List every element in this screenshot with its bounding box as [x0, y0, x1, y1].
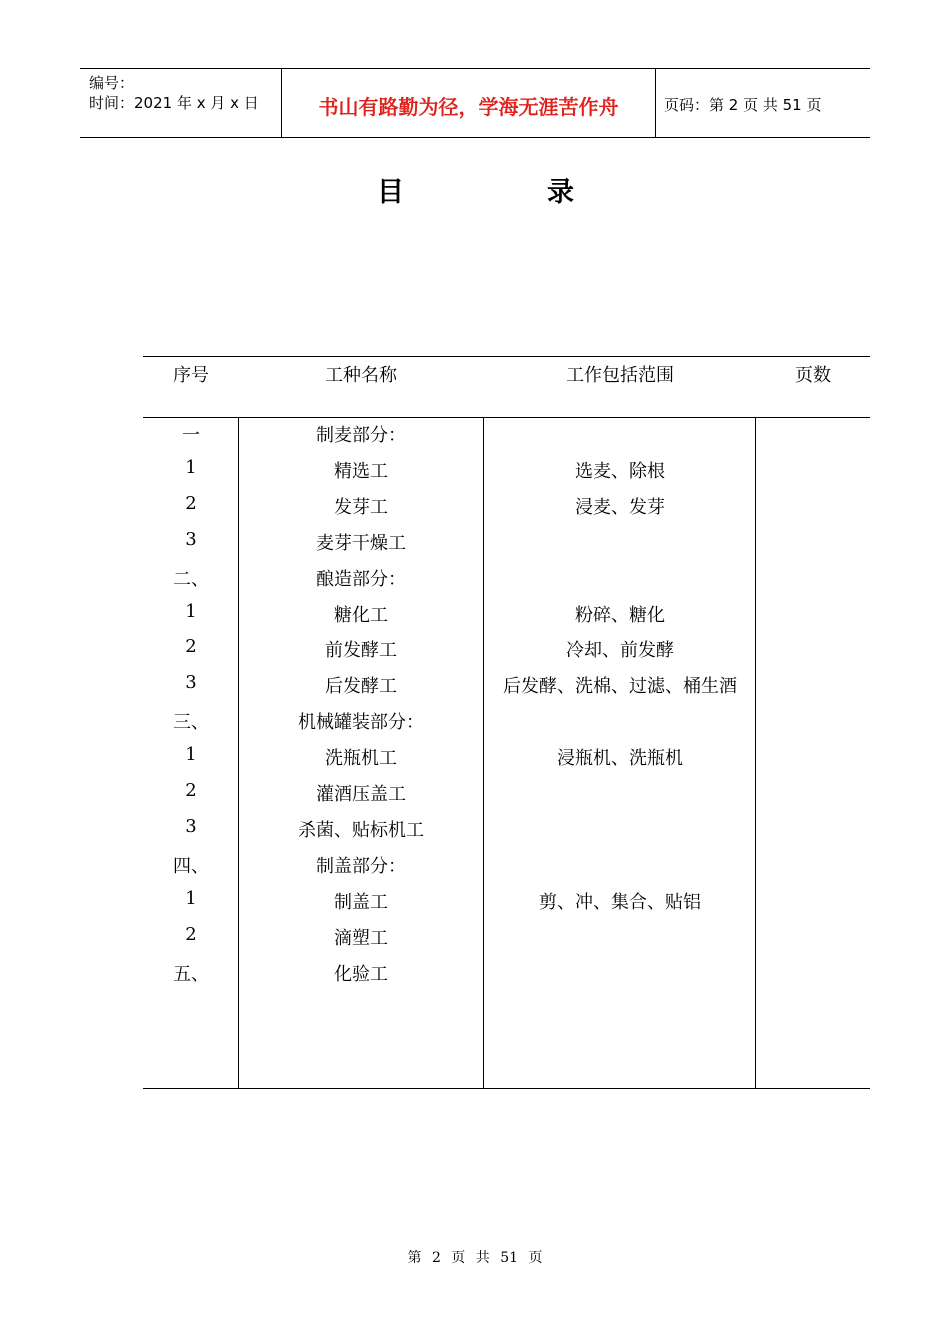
table-cell-name: 后发酵工	[325, 676, 397, 697]
table-cell-scope: 冷却、前发酵	[566, 640, 674, 661]
table-cell-name: 制麦部分：	[316, 425, 406, 446]
table-cell-name: 灌酒压盖工	[316, 784, 406, 805]
table-cell-name: 酿造部分：	[316, 569, 406, 590]
table-cell-no: 2	[185, 780, 197, 801]
table-header-pages: 页数	[795, 365, 831, 386]
table-cell-name: 洗瓶机工	[325, 748, 397, 769]
table-header-scope: 工作包括范围	[566, 365, 674, 386]
table-cell-no: 3	[185, 672, 197, 693]
table-cell-no: 2	[185, 636, 197, 657]
page-title-char-2: 录	[547, 177, 574, 208]
table-cell-no: 1	[185, 744, 197, 765]
table-cell-no: 五、	[173, 964, 209, 985]
table-col-divider-3	[755, 417, 756, 1088]
table-cell-scope: 浸麦、发芽	[575, 497, 665, 518]
table-header-rule	[143, 417, 870, 418]
table-col-divider-2	[483, 417, 484, 1088]
table-cell-scope: 选麦、除根	[575, 461, 665, 482]
table-cell-name: 制盖部分：	[316, 856, 406, 877]
table-cell-name: 化验工	[334, 964, 388, 985]
table-cell-name: 制盖工	[334, 892, 388, 913]
header-motto: 书山有路勤为径，学海无涯苦作舟	[318, 95, 619, 119]
time-label: 时间：2021 年 x 月 x 日	[89, 94, 259, 112]
table-cell-no: 2	[185, 493, 197, 514]
table-cell-scope: 后发酵、洗棉、过滤、桶生酒	[503, 676, 737, 697]
table-cell-name: 糖化工	[334, 605, 388, 626]
table-cell-scope: 浸瓶机、洗瓶机	[557, 748, 683, 769]
serial-label: 编号：	[89, 74, 135, 92]
table-cell-no: 3	[185, 816, 197, 837]
table-bottom-rule	[143, 1088, 870, 1089]
table-cell-name: 精选工	[334, 461, 388, 482]
table-cell-no: 1	[185, 888, 197, 909]
table-cell-no: 1	[185, 457, 197, 478]
table-cell-no: 2	[185, 924, 197, 945]
table-cell-name: 杀菌、贴标机工	[298, 820, 424, 841]
page-title-char-1: 目	[377, 177, 404, 208]
table-col-divider-1	[238, 417, 239, 1088]
table-cell-no: 一	[182, 425, 200, 446]
table-cell-scope: 粉碎、糖化	[575, 605, 665, 626]
table-cell-no: 3	[185, 529, 197, 550]
table-cell-name: 发芽工	[334, 497, 388, 518]
table-cell-scope: 剪、冲、集合、贴铝	[539, 892, 701, 913]
table-cell-no: 二、	[173, 569, 209, 590]
table-cell-name: 麦芽干燥工	[316, 533, 406, 554]
table-header-no: 序号	[173, 365, 209, 386]
table-cell-no: 四、	[173, 856, 209, 877]
table-cell-no: 1	[185, 601, 197, 622]
table-cell-no: 三、	[173, 712, 209, 733]
table-cell-name: 滴塑工	[334, 928, 388, 949]
table-top-rule	[143, 356, 870, 357]
header-page-info: 页码：第 2 页 共 51 页	[664, 96, 822, 114]
table-header-name: 工种名称	[325, 365, 397, 386]
table-cell-name: 前发酵工	[325, 640, 397, 661]
page-footer: 第 2 页 共 51 页	[407, 1250, 543, 1266]
table-cell-name: 机械罐装部分：	[298, 712, 424, 733]
